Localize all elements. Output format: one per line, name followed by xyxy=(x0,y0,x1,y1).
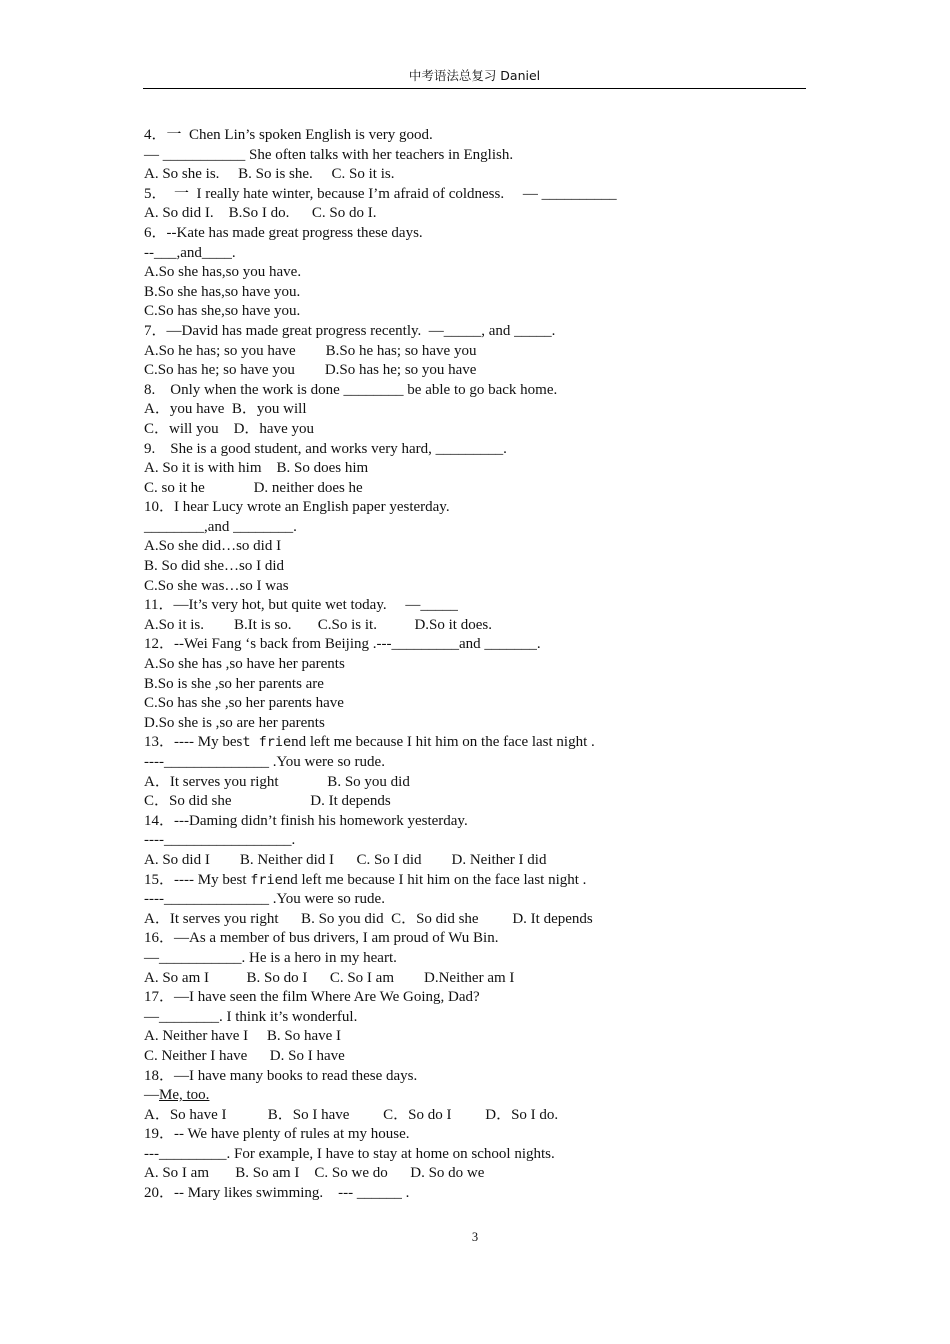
text-line: D.So she is ,so are her parents xyxy=(144,714,325,731)
text-line: 9. She is a good student, and works very hard, _________. xyxy=(144,440,507,457)
text-line: —________. I think it’s wonderful. xyxy=(144,1008,358,1025)
text-line: A.So she did…so did I xyxy=(144,538,282,555)
text-line: C.So she was…so I was xyxy=(144,577,289,594)
text-line: A.So she has,so you have. xyxy=(144,264,302,281)
text-segment: Me, too. xyxy=(159,1087,210,1104)
text-line: B.So is she ,so her parents are xyxy=(144,675,324,692)
document-body xyxy=(144,126,824,1204)
text-segment: frie xyxy=(250,871,283,888)
text-line: 19．-- We have plenty of rules at my house. xyxy=(144,1126,410,1143)
text-line: 11．—It’s very hot, but quite wet today. —_____ xyxy=(144,597,458,614)
text-line: A. So I am B. So am I C. So we do D. So do we xyxy=(144,1165,485,1182)
text-line: 6．--Kate has made great progress these days. xyxy=(144,224,423,241)
text-line: A. So am I B. So do I C. So I am D.Neither am I xyxy=(144,969,515,986)
text-segment: 15．---- My best xyxy=(144,871,251,888)
text-line: A.So it is. B.It is so. C.So is it. D.So it does. xyxy=(144,616,492,633)
text-line: A. So it is with him B. So does him xyxy=(144,460,369,477)
text-segment: t frie xyxy=(242,734,292,751)
text-line: A．It serves you right B. So you did xyxy=(144,773,410,790)
text-line: A．So have I B．So I have C．So do I D．So I do. xyxy=(144,1106,559,1123)
text-line: C. so it he D. neither does he xyxy=(144,479,363,496)
text-line: 4．一 Chen Lin’s spoken English is very good. xyxy=(144,127,433,143)
text-line: --___,and____. xyxy=(144,244,236,261)
text-line: ----______________ .You were so rude. xyxy=(144,891,385,908)
text-line: 16．—As a member of bus drivers, I am proud of Wu Bin. xyxy=(144,930,499,947)
text-line: B.So she has,so have you. xyxy=(144,283,301,300)
text-line: C．So did she D. It depends xyxy=(144,793,391,810)
text-line xyxy=(144,871,824,891)
text-line: C. Neither I have D. So I have xyxy=(144,1047,345,1064)
page-header: 中考语法总复习 Daniel xyxy=(143,66,806,89)
text-line: C．will you D．have you xyxy=(144,420,314,437)
text-line: 12．--Wei Fang ‘s back from Beijing .---_________and _______. xyxy=(144,636,541,653)
text-segment: 13．---- My bes xyxy=(144,734,243,751)
text-line: 10．I hear Lucy wrote an English paper yesterday. xyxy=(144,499,450,516)
text-line: A. So did I. B.So I do. C. So do I. xyxy=(144,205,377,222)
text-line: A．you have B．you will xyxy=(144,401,307,418)
text-line: 14．---Daming didn’t finish his homework yesterday. xyxy=(144,812,468,829)
text-line: C.So has she,so have you. xyxy=(144,303,301,320)
text-line: ----______________ .You were so rude. xyxy=(144,754,385,770)
text-line: ________,and ________. xyxy=(144,518,297,535)
text-line: 20．-- Mary likes swimming. --- ______ . xyxy=(144,1185,410,1202)
text-line: C.So has he; so have you D.So has he; so you have xyxy=(144,362,477,379)
text-line: 17．—I have seen the film Where Are We Going, Dad? xyxy=(144,989,480,1006)
text-line: 18．—I have many books to read these days. xyxy=(144,1067,418,1084)
page-number: 3 xyxy=(471,1230,479,1244)
text-line xyxy=(144,1086,824,1106)
text-line: ----_________________. xyxy=(144,832,296,849)
text-line: — ___________ She often talks with her teachers in English. xyxy=(144,146,514,163)
text-line: A. So did I B. Neither did I C. So I did D. Neither I did xyxy=(144,851,547,868)
text-line: 8. Only when the work is done ________ be able to go back home. xyxy=(144,381,558,398)
text-line: —___________. He is a hero in my heart. xyxy=(144,949,397,966)
text-segment: — xyxy=(144,1087,159,1104)
text-line xyxy=(144,733,824,753)
text-line: A.So she has ,so have her parents xyxy=(144,656,345,673)
text-line: B. So did she…so I did xyxy=(144,558,285,575)
text-line: A. Neither have I B. So have I xyxy=(144,1028,342,1045)
text-segment: nd left me because I hit him on the face last night . xyxy=(291,734,595,751)
text-segment: nd left me because I hit him on the face last night . xyxy=(282,871,587,888)
text-line: ---_________. For example, I have to stay at home on school nights. xyxy=(144,1145,555,1162)
text-line: 5． 一 I really hate winter, because I’m afraid of coldness. — __________ xyxy=(144,185,617,202)
text-line: C.So has she ,so her parents have xyxy=(144,695,344,712)
text-line: A．It serves you right B. So you did C．So did she D. It depends xyxy=(144,910,593,927)
text-line: A. So she is. B. So is she. C. So it is. xyxy=(144,166,395,183)
text-line: A.So he has; so you have B.So he has; so have you xyxy=(144,342,477,359)
text-line: 7．—David has made great progress recently. —_____, and _____. xyxy=(144,322,556,339)
